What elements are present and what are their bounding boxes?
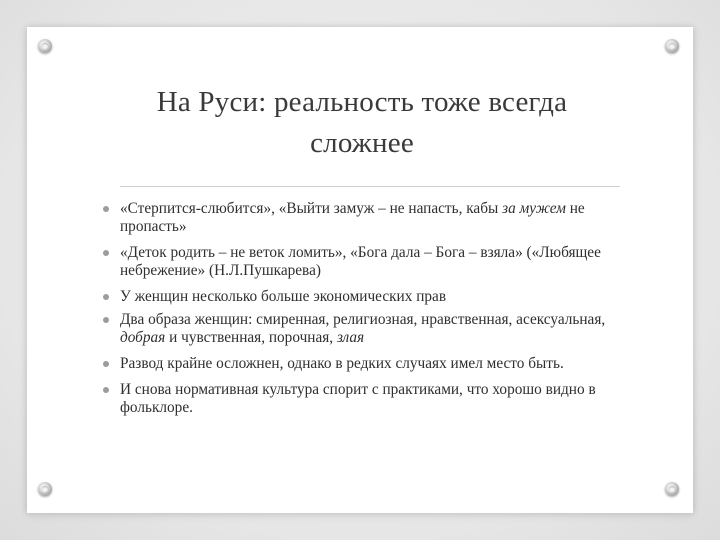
bullet-dot-icon (103, 317, 109, 323)
bullet-text-part: не пропасть» (120, 200, 585, 235)
bullet-text-part: «Деток родить – не веток ломить», «Бога дала – Бога – взяла» («Любящее небрежение» (Н.Л.Пушкарева) (120, 244, 601, 279)
pin-bottom-left-icon (38, 482, 52, 496)
bullet-list (103, 200, 623, 425)
bullet-text-part: Развод крайне осложнен, однако в редких случаях имел место быть. (120, 355, 564, 372)
bullet-text-part: и чувственная, порочная, (165, 329, 337, 346)
bullet-dot-icon (103, 294, 109, 300)
bullet-item (103, 381, 623, 417)
title-divider (120, 186, 620, 187)
pin-bottom-right-icon (665, 482, 679, 496)
bullet-text-italic: за мужем (502, 200, 566, 217)
bullet-item (103, 311, 623, 347)
bullet-text-part: У женщин несколько больше экономических прав (120, 288, 447, 305)
bullet-item (103, 288, 623, 306)
bullet-text-part: «Стерпится-слюбится», «Выйти замуж – не напасть, кабы (120, 200, 503, 217)
bullet-dot-icon (103, 250, 109, 256)
bullet-text-part: Два образа женщин: смиренная, религиозная, нравственная, асексуальная, (120, 311, 606, 328)
bullet-text-italic: добрая (120, 329, 166, 346)
bullet-dot-icon (103, 361, 109, 367)
bullet-item (103, 355, 623, 373)
bullet-item (103, 200, 623, 236)
bullet-dot-icon (103, 206, 109, 212)
pin-top-left-icon (38, 39, 52, 53)
bullet-dot-icon (103, 387, 109, 393)
slide-title: На Руси: реальность тоже всегда сложнее (156, 86, 568, 159)
pin-top-right-icon (665, 39, 679, 53)
bullet-item (103, 244, 623, 280)
bullet-text-italic: злая (336, 329, 365, 346)
bullet-text-part: И снова нормативная культура спорит с практиками, что хорошо видно в фольклоре. (120, 381, 596, 416)
